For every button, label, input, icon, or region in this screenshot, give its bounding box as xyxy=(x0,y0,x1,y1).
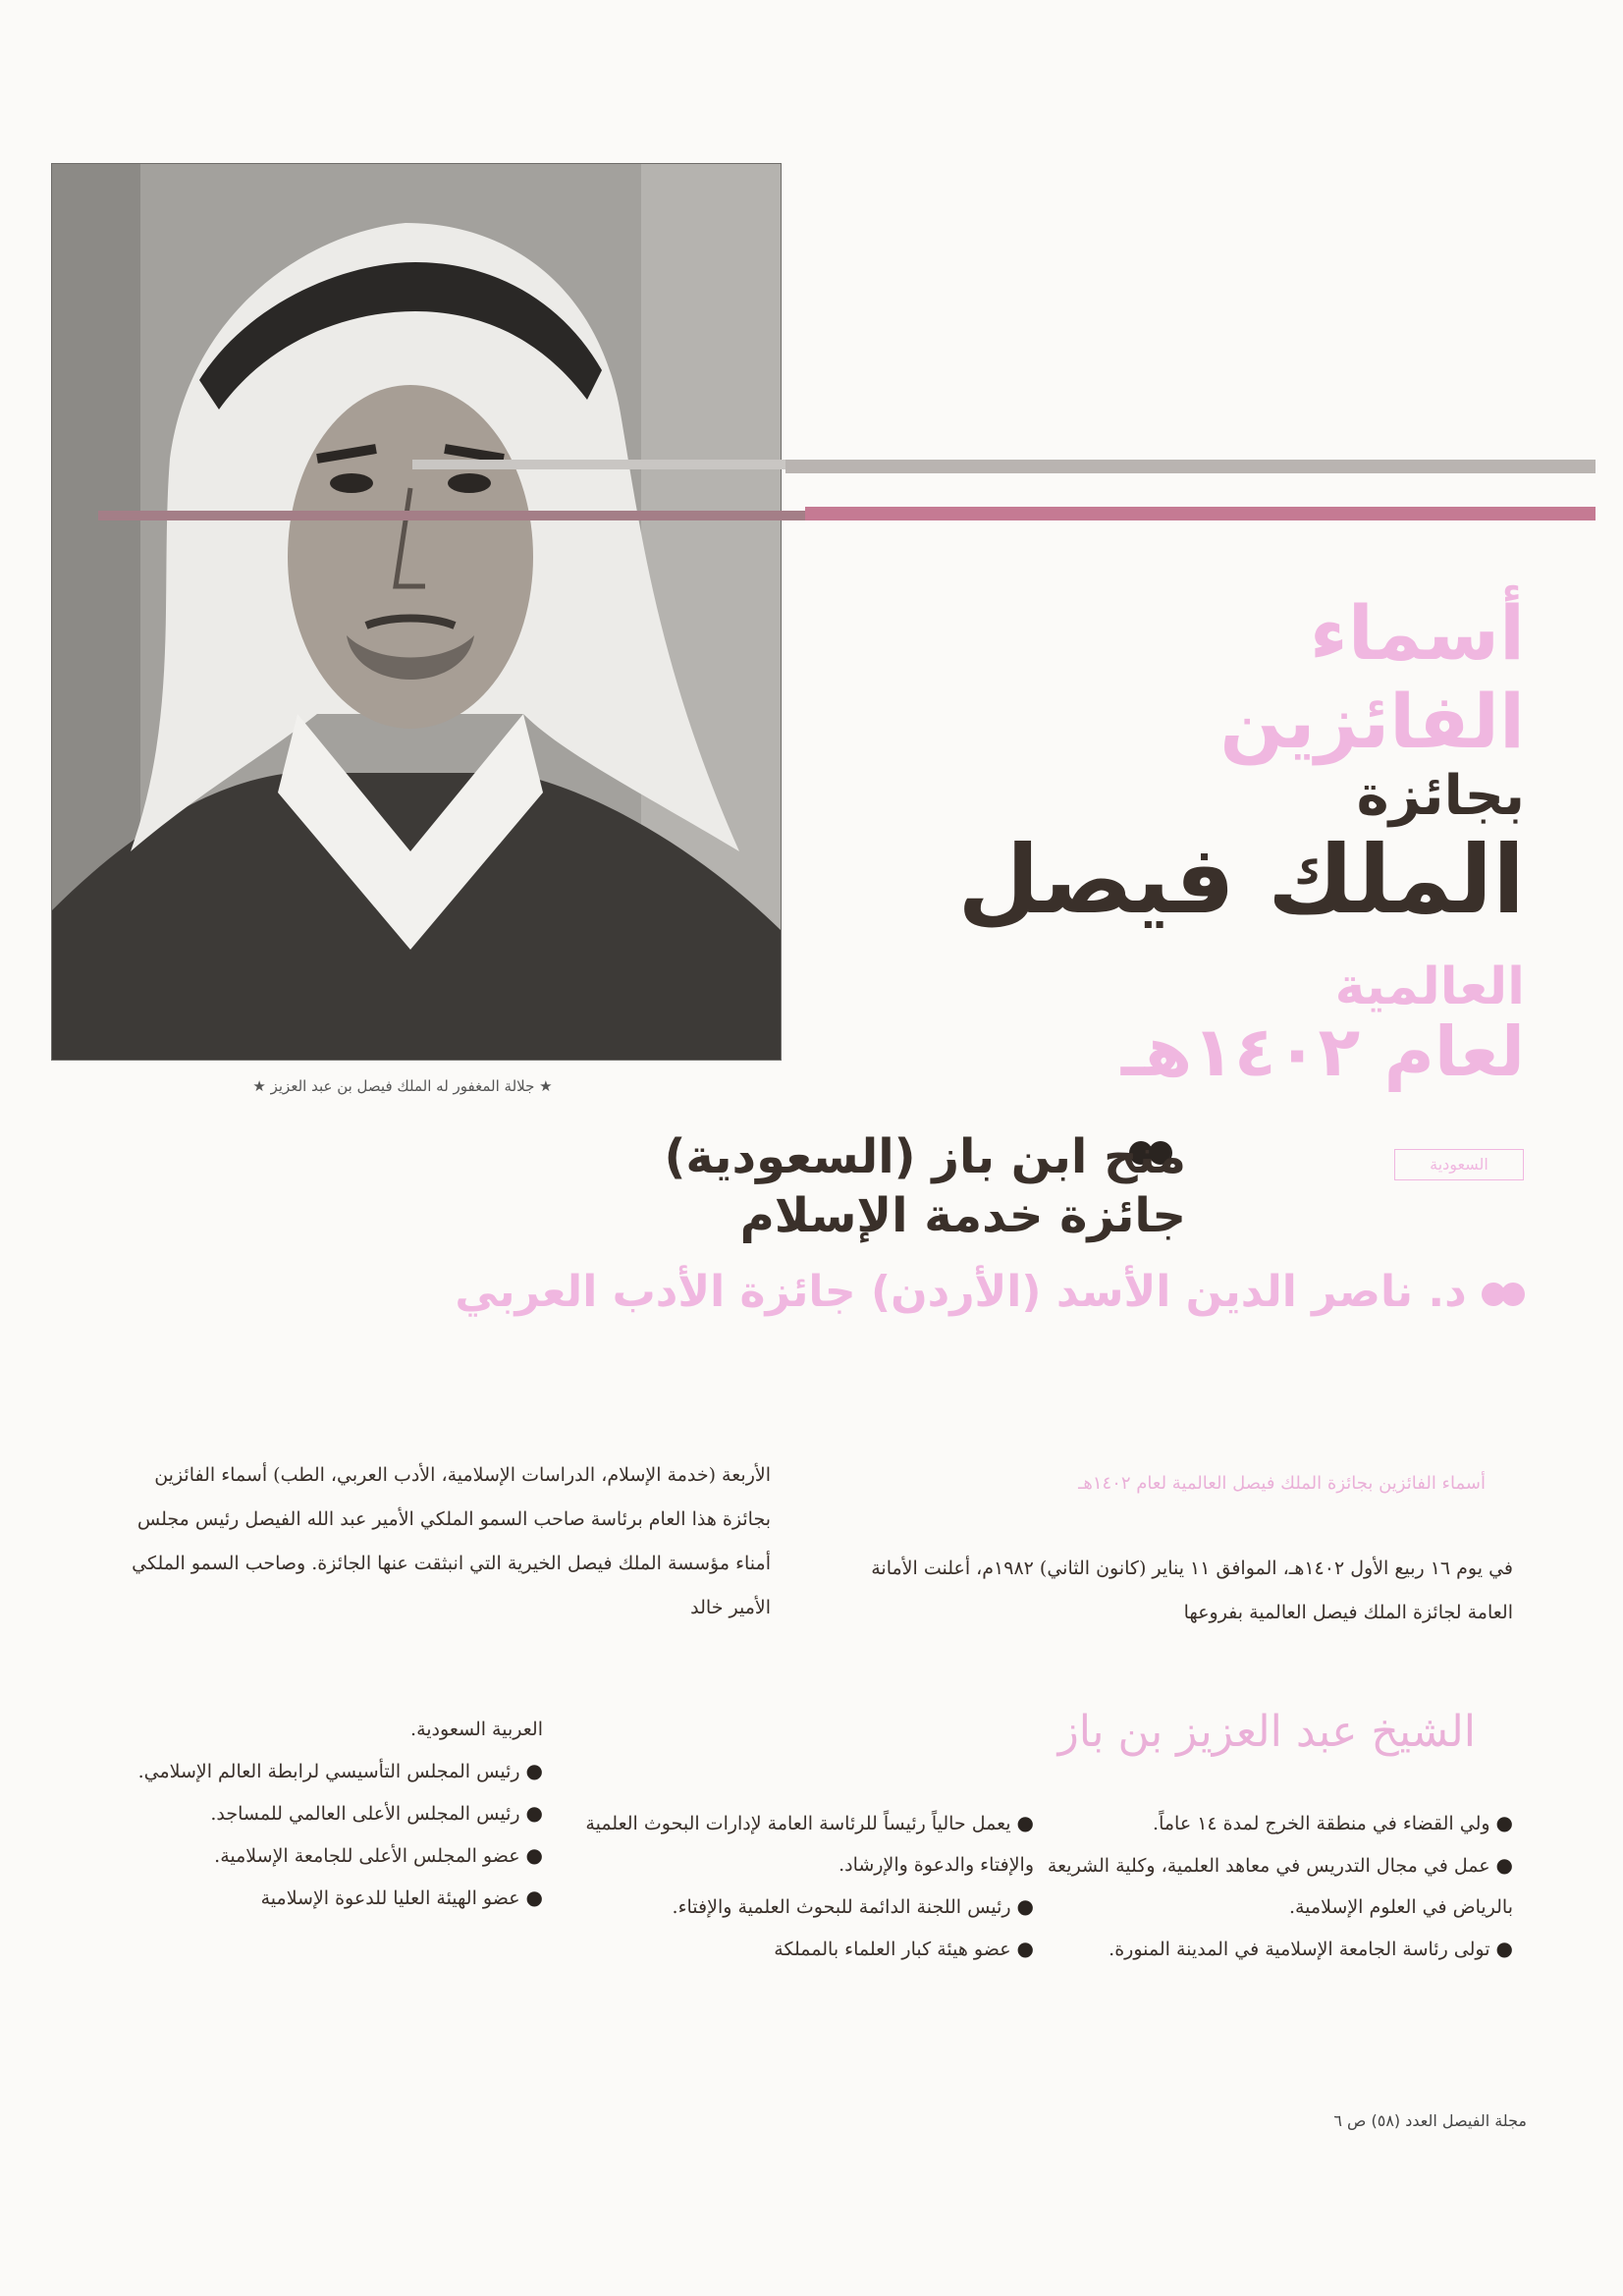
title-line-5: العالمية xyxy=(1334,957,1525,1016)
list-item: ●رئيس المجلس التأسيسي لرابطة العالم الإسلامي. xyxy=(137,1759,543,1782)
intro-paragraph-right: في يوم ١٦ ربيع الأول ١٤٠٢هـ، الموافق ١١ يناير (كانون الثاني) ١٩٨٢م، أعلنت الأمانة العامة لجائزة الملك فيصل العالمية بفروعها xyxy=(871,1558,1513,1623)
winner-1-name: منح ابن باز (السعودية) xyxy=(664,1129,1186,1184)
country-tag: السعودية xyxy=(1394,1149,1524,1180)
decorative-stripe xyxy=(785,460,1596,473)
section-subheading: أسماء الفائزين بجائزة الملك فيصل العالمية لعام ١٤٠٢هـ xyxy=(1078,1473,1486,1494)
profile-heading: الشيخ عبد العزيز بن باز xyxy=(1057,1707,1476,1757)
portrait-caption: ★ جلالة المغفور له الملك فيصل بن عبد العزيز ★ xyxy=(252,1077,553,1095)
decorative-stripe xyxy=(412,460,785,469)
list-item: ●رئيس اللجنة الدائمة للبحوث العلمية والإفتاء. xyxy=(672,1894,1034,1918)
decorative-stripe xyxy=(98,511,805,520)
list-lead: العربية السعودية. xyxy=(410,1719,543,1740)
bullet-dot-icon xyxy=(1501,1283,1525,1306)
title-line-2: الفائزين xyxy=(1219,678,1525,765)
decorative-stripe xyxy=(805,507,1596,520)
title-line-1: أسماء xyxy=(1309,589,1525,677)
bio-list-3 xyxy=(91,1709,543,1919)
title-line-4: الملك فيصل xyxy=(957,825,1525,935)
winner-2-line xyxy=(455,1267,1525,1317)
intro-paragraph-left: الأربعة (خدمة الإسلام، الدراسات الإسلامية، الأدب العربي، الطب) أسماء الفائزين بجائزة هذا العام برئاسة صاحب السمو الملكي الأمير عبد الله الفيصل رئيس مجلس أمناء مؤسسة الملك فيصل الخيرية التي انبثقت عنها الجائزة. وصاحب السمو الملكي الأمير خالد xyxy=(132,1464,771,1618)
page-footer: مجلة الفيصل العدد (٥٨) ص ٦ xyxy=(1333,2111,1527,2130)
list-item: ●يعمل حالياً رئيساً للرئاسة العامة لإدارات البحوث العلمية والإفتاء والدعوة والإرشاد. xyxy=(585,1811,1034,1876)
bio-list-2 xyxy=(582,1802,1034,1970)
portrait-illustration xyxy=(52,164,781,1060)
bio-list-1 xyxy=(1022,1802,1513,1970)
title-line-3: بجائزة xyxy=(1356,764,1525,828)
list-item: ●عضو الهيئة العليا للدعوة الإسلامية xyxy=(260,1886,543,1909)
list-item: ●عضو المجلس الأعلى للجامعة الإسلامية. xyxy=(214,1843,543,1867)
list-item: ●رئيس المجلس الأعلى العالمي للمساجد. xyxy=(210,1801,543,1825)
list-item: ●عمل في مجال التدريس في معاهد العلمية، وكلية الشريعة بالرياض في العلوم الإسلامية. xyxy=(1047,1853,1513,1918)
winner-1-prize: جائزة خدمة الإسلام xyxy=(739,1188,1186,1243)
king-portrait xyxy=(51,163,782,1061)
winner-2-text: د. ناصر الدين الأسد (الأردن) جائزة الأدب العربي xyxy=(455,1267,1467,1317)
list-item: ●تولى رئاسة الجامعة الإسلامية في المدينة المنورة. xyxy=(1109,1937,1513,1960)
list-item: ●عضو هيئة كبار العلماء بالمملكة xyxy=(774,1937,1034,1960)
title-line-6: لعام ١٤٠٢هـ xyxy=(1120,1011,1525,1092)
list-item: ●ولي القضاء في منطقة الخرج لمدة ١٤ عاماً. xyxy=(1153,1811,1513,1834)
